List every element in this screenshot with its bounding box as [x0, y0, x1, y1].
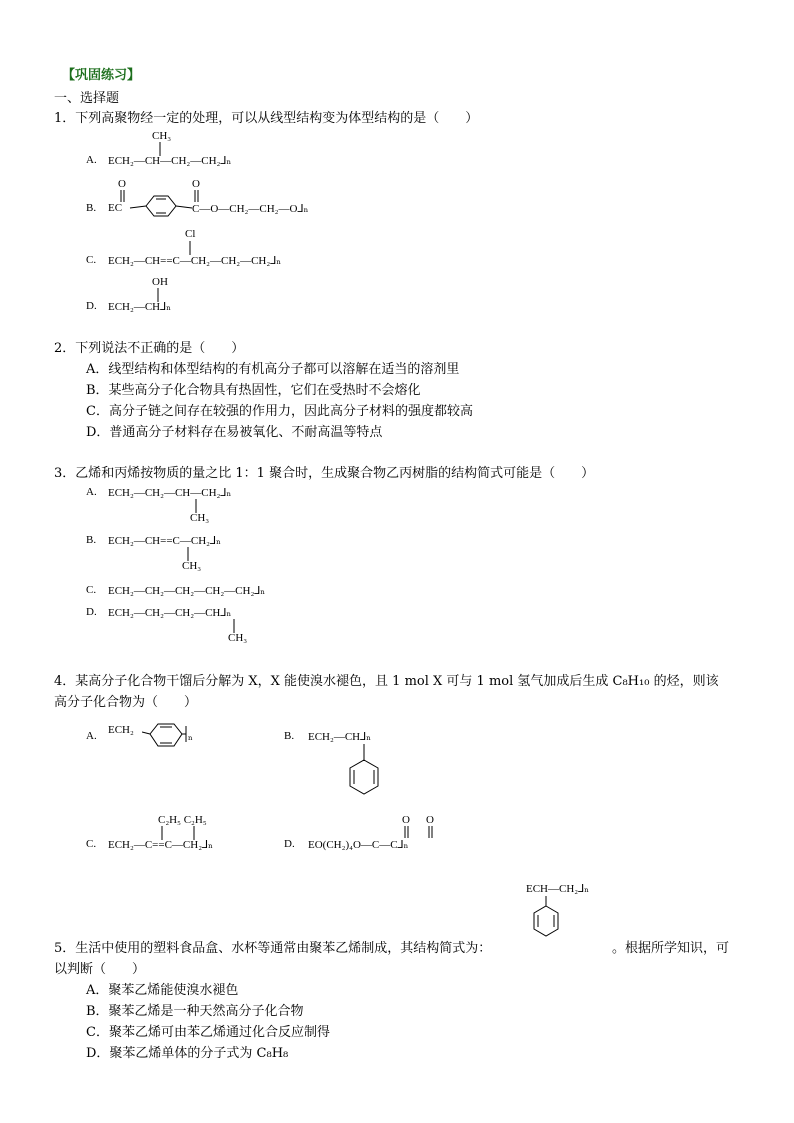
question-5-stem-line-1: 5．生活中使用的塑料食品盒、水杯等通常由聚苯乙烯制成，其结构简式为：	[54, 941, 492, 956]
q2-option-d[interactable]: D．普通高分子材料存在易被氧化、不耐高温等特点	[86, 425, 383, 440]
formula-main: ECH₂—CH₂—CH₂—CH⅃ₙ	[108, 607, 232, 619]
substituent-ch3: CH₃	[152, 130, 172, 142]
q5-option-d[interactable]: D．聚苯乙烯单体的分子式为 C₈H₈	[86, 1046, 289, 1061]
q3-option-a[interactable]	[86, 484, 306, 526]
bond-line	[188, 241, 192, 255]
question-1-stem: 1．下列高聚物经一定的处理，可以从线型结构变为体型结构的是（ ）	[54, 111, 479, 126]
option-label: D.	[86, 606, 97, 618]
bond-line	[186, 547, 190, 561]
q4-option-d[interactable]	[284, 812, 464, 858]
formula-main: ECH₂—CH==C—CH₂—CH₂—CH₂⅃ₙ	[108, 255, 282, 267]
formula-part-1: EC	[108, 202, 123, 214]
formula-main: ECH₂—CH==C—CH₂⅃ₙ	[108, 535, 221, 547]
bond-line	[194, 499, 198, 513]
q1-option-c[interactable]	[86, 228, 346, 272]
q5-inline-formula	[520, 876, 640, 946]
formula-main: EO(CH₂)₄O—C—C⅃ₙ	[308, 839, 409, 851]
benzene-ring-icon	[142, 722, 212, 762]
substituent-ch3: CH₃	[182, 560, 202, 572]
option-label: B.	[86, 534, 97, 546]
formula-main: ECH₂—CH₂—CH₂—CH₂—CH₂⅃ₙ	[108, 585, 266, 597]
formula-main: ECH₂—CH—CH₂—CH₂⅃ₙ	[108, 155, 232, 167]
benzene-ring-icon	[526, 896, 566, 946]
bond-line	[232, 619, 236, 633]
option-label: B.	[86, 202, 97, 214]
q1-option-a[interactable]	[86, 130, 286, 174]
option-label: C.	[86, 584, 97, 596]
option-label: A.	[86, 730, 97, 742]
q3-option-c[interactable]	[86, 582, 326, 600]
q5-option-b[interactable]: B．聚苯乙烯是一种天然高分子化合物	[86, 1004, 304, 1019]
part-title: 一、选择题	[54, 91, 120, 106]
question-5-stem-line-2: 以判断（ ）	[54, 962, 146, 977]
q1-option-b[interactable]	[86, 176, 346, 220]
carbonyl-o-2: O	[426, 814, 434, 826]
formula-main: ECH₂—CH⅃ₙ	[308, 731, 372, 743]
option-label: B.	[284, 730, 295, 742]
option-label: C.	[86, 254, 97, 266]
formula-main: ECH₂—C==C—CH₂⅃ₙ	[108, 839, 213, 851]
question-3-stem: 3．乙烯和丙烯按物质的量之比 1：1 聚合时，生成聚合物乙丙树脂的结构简式可能是（ ）	[54, 466, 595, 481]
q4-option-b[interactable]	[284, 722, 434, 802]
option-label: D.	[86, 300, 97, 312]
q1-option-d[interactable]	[86, 276, 286, 320]
formula-main: ECH—CH₂⅃ₙ	[526, 883, 590, 895]
option-label: A.	[86, 154, 97, 166]
q4-option-a[interactable]	[86, 720, 206, 764]
benzene-ring-icon	[344, 744, 384, 802]
substituent-oh: OH	[152, 276, 168, 288]
substituent-ch3: CH₃	[190, 512, 210, 524]
formula-main: ECH₂	[108, 724, 134, 736]
q4-option-c[interactable]	[86, 812, 266, 858]
carbonyl-o-1: O	[402, 814, 410, 826]
substituents: C₂H₅ C₂H₅	[158, 814, 207, 826]
substituent-cl: Cl	[185, 228, 196, 240]
q2-option-a[interactable]: A．线型结构和体型结构的有机高分子都可以溶解在适当的溶剂里	[86, 362, 460, 377]
q2-option-b[interactable]: B．某些高分子化合物具有热固性，它们在受热时不会熔化	[86, 383, 421, 398]
formula-main: ECH₂—CH⅃ₙ	[108, 301, 172, 313]
formula-part-2: C—O—CH₂—CH₂—O⅃ₙ	[192, 203, 309, 215]
q3-option-b[interactable]	[86, 532, 306, 574]
section-heading: 【巩固练习】	[62, 68, 141, 83]
formula-main: ECH₂—CH₂—CH—CH₂⅃ₙ	[108, 487, 232, 499]
carbonyl-o-2: O	[192, 178, 200, 190]
q3-option-d[interactable]	[86, 604, 306, 646]
option-label: A.	[86, 486, 97, 498]
carbonyl-o-1: O	[118, 178, 126, 190]
q5-option-a[interactable]: A．聚苯乙烯能使溴水褪色	[86, 983, 239, 998]
option-label: C.	[86, 838, 97, 850]
substituent-ch3: CH₃	[228, 632, 248, 644]
question-4-stem-line-1: 4．某高分子化合物干馏后分解为 X，X 能使溴水褪色，且 1 mol X 可与 1 mol 氢气加成后生成 C₈H₁₀ 的烃，则该	[54, 674, 719, 689]
option-label: D.	[284, 838, 295, 850]
subscript-n: ₙ	[188, 731, 193, 743]
question-4-stem-line-2: 高分子化合物为（ ）	[54, 695, 198, 710]
q5-option-c[interactable]: C．聚苯乙烯可由苯乙烯通过化合反应制得	[86, 1025, 330, 1040]
question-5-stem-line-1-tail: 。根据所学知识，可	[612, 941, 730, 956]
q2-option-c[interactable]: C．高分子链之间存在较强的作用力，因此高分子材料的强度都较高	[86, 404, 473, 419]
question-2-stem: 2．下列说法不正确的是（ ）	[54, 341, 245, 356]
